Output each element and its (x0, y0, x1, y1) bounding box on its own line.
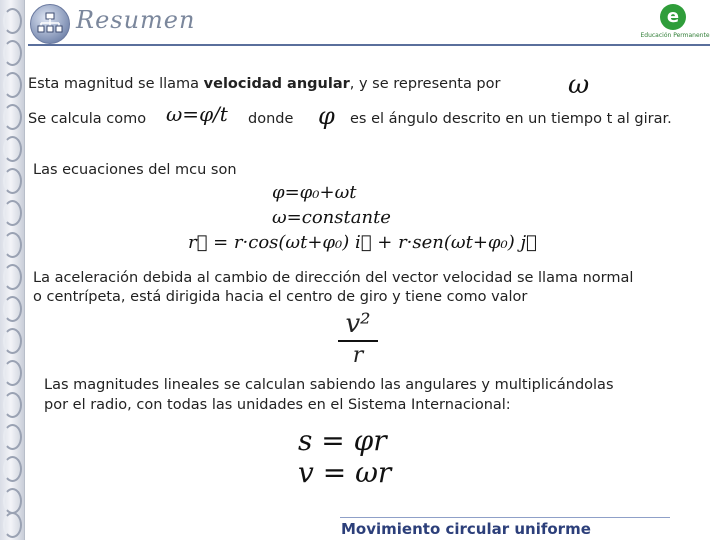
binding-ring (3, 104, 22, 130)
phi-description: es el ángulo descrito en un tiempo t al girar. (350, 111, 672, 127)
phi-symbol: φ (318, 102, 335, 130)
footer-title: Movimiento circular uniforme (341, 520, 591, 538)
omega-formula: ω=φ/t (166, 102, 228, 126)
line1-text-bold: velocidad angular (203, 76, 350, 92)
binding-ring (3, 360, 22, 386)
binding-ring (3, 72, 22, 98)
velocity-definition (28, 76, 500, 92)
fraction-denominator: r (352, 343, 364, 368)
omega-symbol: ω (568, 70, 590, 100)
binding-ring (3, 392, 22, 418)
brand-text: Educación Permanente (640, 32, 710, 39)
header-divider (28, 44, 710, 46)
equation-omega: ω=constante (272, 207, 391, 228)
binding-ring (3, 232, 22, 258)
centripetal-formula (338, 310, 378, 368)
binding-ring (3, 424, 22, 450)
line1-text-a: Esta magnitud se llama (28, 76, 204, 92)
equation-linear-velocity: v = ωr (298, 456, 392, 489)
equation-arc-length: s = φr (298, 424, 387, 457)
brand-letter: e (660, 4, 686, 30)
donde-label: donde (248, 111, 294, 127)
acceleration-text-2: o centrípeta, está dirigida hacia el centro de giro y tiene como valor (33, 289, 528, 305)
calc-label: Se calcula como (28, 111, 147, 127)
line1-text-c: , y se representa por (349, 76, 501, 92)
equation-position: r⃗ = r·cos(ωt+φ₀) i⃗ + r·sen(ωt+φ₀) j⃗ (188, 232, 537, 253)
sitemap-icon (30, 4, 70, 44)
binding-ring (3, 200, 22, 226)
binding-ring (3, 512, 22, 538)
binding-ring (3, 456, 22, 482)
binding-ring (3, 328, 22, 354)
equation-phi: φ=φ₀+ωt (272, 182, 357, 203)
binding-ring (3, 296, 22, 322)
binding-ring (3, 264, 22, 290)
page-title: Resumen (76, 6, 196, 34)
notebook-binding (0, 0, 25, 540)
fraction-bar (338, 340, 378, 342)
binding-ring (3, 488, 22, 514)
binding-ring (3, 136, 22, 162)
binding-ring (3, 40, 22, 66)
binding-ring (3, 8, 22, 34)
footer-divider (340, 517, 670, 518)
fraction-numerator: v² (345, 309, 371, 339)
equations-intro: Las ecuaciones del mcu son (33, 162, 237, 178)
linear-text-1: Las magnitudes lineales se calculan sabiendo las angulares y multiplicándolas (44, 377, 614, 393)
acceleration-text-1: La aceleración debida al cambio de dirección del vector velocidad se llama normal (33, 270, 634, 286)
binding-ring (3, 168, 22, 194)
brand-logo (636, 4, 714, 44)
linear-text-2: por el radio, con todas las unidades en el Sistema Internacional: (44, 397, 511, 413)
